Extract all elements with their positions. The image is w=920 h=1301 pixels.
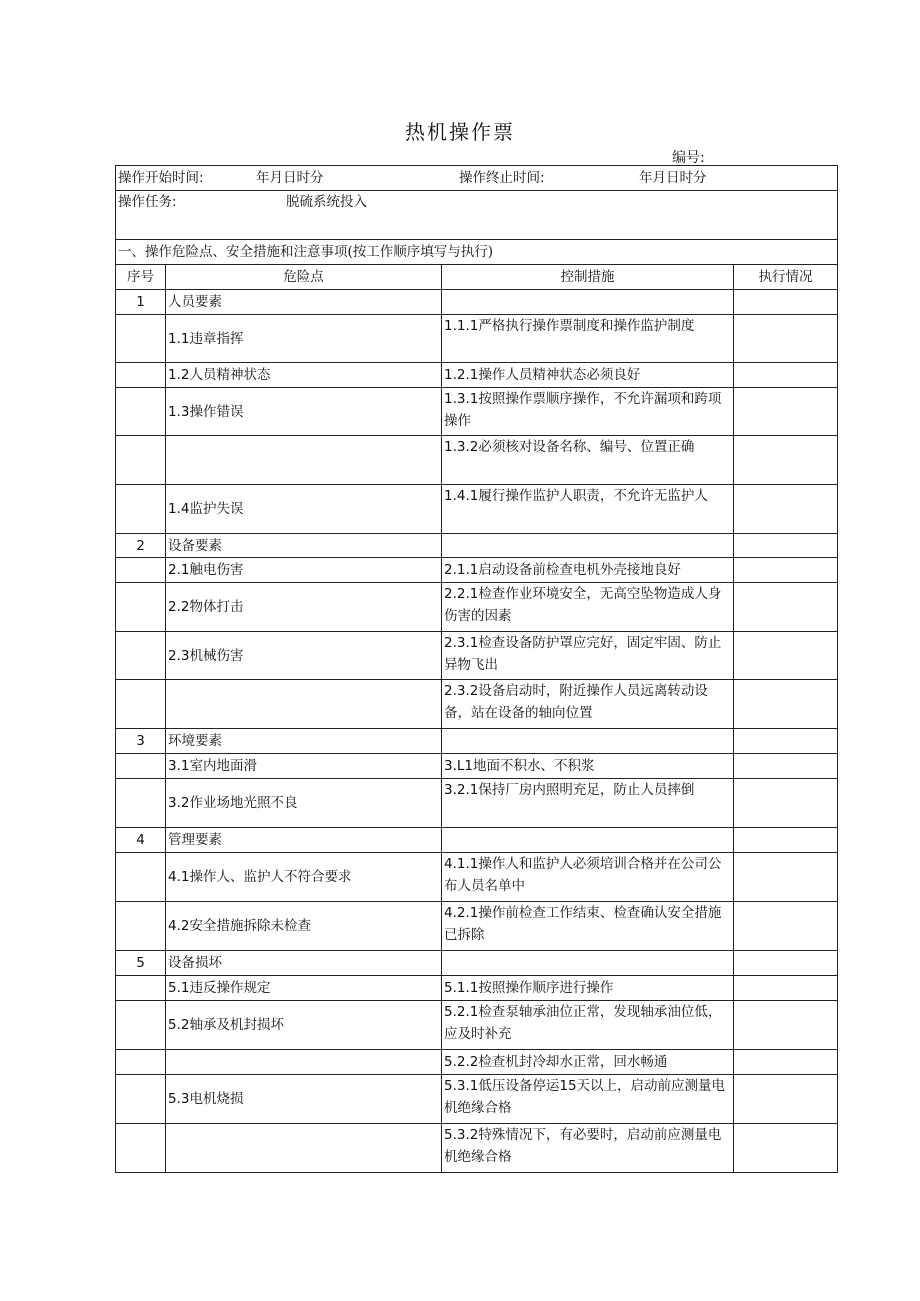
row-control: 1.3.1按照操作票顺序操作，不允许漏项和跨项操作	[442, 388, 734, 436]
row-status-cell[interactable]	[734, 290, 838, 315]
table-row	[116, 558, 838, 583]
row-control: 5.1.1按照操作顺序进行操作	[442, 976, 734, 1001]
table-row	[116, 632, 838, 680]
row-status-cell[interactable]	[734, 534, 838, 558]
task-row	[116, 191, 838, 240]
row-status-cell[interactable]	[734, 951, 838, 976]
header-control: 控制措施	[442, 265, 734, 290]
table-row	[116, 388, 838, 436]
row-hazard: 人员要素	[166, 290, 442, 315]
row-hazard: 1.4监护失误	[166, 485, 442, 534]
table-row	[116, 363, 838, 388]
row-control: 2.3.2设备启动时，附近操作人员远离转动设备，站在设备的轴向位置	[442, 680, 734, 729]
row-seq	[116, 388, 166, 436]
row-control: 1.2.1操作人员精神状态必须良好	[442, 363, 734, 388]
row-control: 1.3.2必须核对设备名称、编号、位置正确	[442, 436, 734, 485]
row-control: 5.3.2特殊情况下，有必要时，启动前应测量电机绝缘合格	[442, 1124, 734, 1173]
ticket-number-label: 编号:	[672, 150, 705, 166]
row-hazard	[166, 1050, 442, 1075]
row-status-cell[interactable]	[734, 315, 838, 363]
start-time-label: 操作开始时间:	[118, 170, 204, 186]
row-status-cell[interactable]	[734, 388, 838, 436]
table-row	[116, 779, 838, 828]
row-status-cell[interactable]	[734, 729, 838, 754]
table-row	[116, 290, 838, 315]
row-hazard: 4.1操作人、监护人不符合要求	[166, 853, 442, 902]
header-row	[116, 265, 838, 290]
table-row	[116, 902, 838, 951]
table-row	[116, 1124, 838, 1173]
row-seq	[116, 680, 166, 729]
row-seq: 1	[116, 290, 166, 315]
row-status-cell[interactable]	[734, 363, 838, 388]
row-hazard: 1.2人员精神状态	[166, 363, 442, 388]
row-status-cell[interactable]	[734, 680, 838, 729]
operation-ticket-table	[115, 165, 838, 1173]
row-seq	[116, 363, 166, 388]
row-hazard: 设备损坏	[166, 951, 442, 976]
row-seq	[116, 485, 166, 534]
row-hazard: 设备要素	[166, 534, 442, 558]
table-row	[116, 315, 838, 363]
header-seq: 序号	[116, 265, 166, 290]
row-hazard: 2.1触电伤害	[166, 558, 442, 583]
header-status: 执行情况	[734, 265, 838, 290]
row-control: 5.3.1低压设备停运15天以上，启动前应测量电机绝缘合格	[442, 1075, 734, 1124]
row-status-cell[interactable]	[734, 632, 838, 680]
row-seq	[116, 436, 166, 485]
row-control	[442, 534, 734, 558]
row-seq: 2	[116, 534, 166, 558]
table-row	[116, 1075, 838, 1124]
row-hazard: 5.3电机烧损	[166, 1075, 442, 1124]
row-hazard: 3.1室内地面滑	[166, 754, 442, 779]
row-hazard: 1.1违章指挥	[166, 315, 442, 363]
row-hazard: 5.1违反操作规定	[166, 976, 442, 1001]
row-hazard: 管理要素	[166, 828, 442, 853]
row-control: 5.2.1检查泵轴承油位正常，发现轴承油位低，应及时补充	[442, 1001, 734, 1050]
row-hazard: 环境要素	[166, 729, 442, 754]
row-control: 5.2.2检查机封冷却水正常，回水畅通	[442, 1050, 734, 1075]
row-status-cell[interactable]	[734, 583, 838, 632]
row-control	[442, 951, 734, 976]
row-hazard: 2.2物体打击	[166, 583, 442, 632]
page-title: 热机操作票	[405, 120, 515, 144]
table-row	[116, 729, 838, 754]
row-control: 2.3.1检查设备防护罩应完好，固定牢固、防止异物飞出	[442, 632, 734, 680]
row-control: 2.1.1启动设备前检查电机外壳接地良好	[442, 558, 734, 583]
table-row	[116, 583, 838, 632]
table-row	[116, 828, 838, 853]
row-status-cell[interactable]	[734, 779, 838, 828]
row-control: 3.2.1保持厂房内照明充足，防止人员摔倒	[442, 779, 734, 828]
table-row	[116, 976, 838, 1001]
row-control: 3.L1地面不积水、不积浆	[442, 754, 734, 779]
row-seq	[116, 1001, 166, 1050]
table-row	[116, 534, 838, 558]
row-seq: 5	[116, 951, 166, 976]
row-hazard	[166, 680, 442, 729]
row-status-cell[interactable]	[734, 976, 838, 1001]
row-seq	[116, 779, 166, 828]
row-control: 1.1.1严格执行操作票制度和操作监护制度	[442, 315, 734, 363]
row-status-cell[interactable]	[734, 436, 838, 485]
start-time-value: 年月日时分	[256, 170, 324, 186]
row-status-cell[interactable]	[734, 754, 838, 779]
row-status-cell[interactable]	[734, 1124, 838, 1173]
section-title: 一、操作危险点、安全措施和注意事项(按工作顺序填写与执行)	[116, 240, 838, 265]
row-control	[442, 729, 734, 754]
row-hazard: 5.2轴承及机封损坏	[166, 1001, 442, 1050]
row-control: 4.1.1操作人和监护人必须培训合格并在公司公布人员名单中	[442, 853, 734, 902]
section-row	[116, 240, 838, 265]
row-seq	[116, 315, 166, 363]
row-status-cell[interactable]	[734, 1001, 838, 1050]
row-control	[442, 290, 734, 315]
row-seq	[116, 853, 166, 902]
row-seq	[116, 902, 166, 951]
row-seq	[116, 754, 166, 779]
row-hazard: 2.3机械伤害	[166, 632, 442, 680]
row-status-cell[interactable]	[734, 1050, 838, 1075]
row-seq	[116, 1075, 166, 1124]
row-hazard	[166, 1124, 442, 1173]
time-row	[116, 166, 838, 191]
row-status-cell[interactable]	[734, 1075, 838, 1124]
row-seq: 4	[116, 828, 166, 853]
row-hazard: 4.2安全措施拆除未检查	[166, 902, 442, 951]
row-control	[442, 828, 734, 853]
table-row	[116, 1001, 838, 1050]
table-row	[116, 754, 838, 779]
row-seq	[116, 1124, 166, 1173]
row-seq	[116, 1050, 166, 1075]
table-row	[116, 485, 838, 534]
row-seq	[116, 632, 166, 680]
row-status-cell[interactable]	[734, 828, 838, 853]
row-control: 4.2.1操作前检查工作结束、检查确认安全措施已拆除	[442, 902, 734, 951]
table-row	[116, 951, 838, 976]
row-seq	[116, 583, 166, 632]
task-value: 脱硫系统投入	[286, 194, 367, 210]
row-hazard: 3.2作业场地光照不良	[166, 779, 442, 828]
row-seq: 3	[116, 729, 166, 754]
row-control: 1.4.1履行操作监护人职责，不允许无监护人	[442, 485, 734, 534]
table-row	[116, 680, 838, 729]
table-row	[116, 853, 838, 902]
row-status-cell[interactable]	[734, 485, 838, 534]
row-seq	[116, 558, 166, 583]
row-status-cell[interactable]	[734, 853, 838, 902]
row-status-cell[interactable]	[734, 558, 838, 583]
table-row	[116, 1050, 838, 1075]
row-control: 2.2.1检查作业环境安全，无高空坠物造成人身伤害的因素	[442, 583, 734, 632]
header-hazard: 危险点	[166, 265, 442, 290]
end-time-value: 年月日时分	[639, 170, 707, 186]
task-label: 操作任务:	[118, 194, 177, 210]
table-row	[116, 436, 838, 485]
row-seq	[116, 976, 166, 1001]
row-status-cell[interactable]	[734, 902, 838, 951]
row-hazard	[166, 436, 442, 485]
end-time-label: 操作终止时间:	[459, 170, 545, 186]
row-hazard: 1.3操作错误	[166, 388, 442, 436]
